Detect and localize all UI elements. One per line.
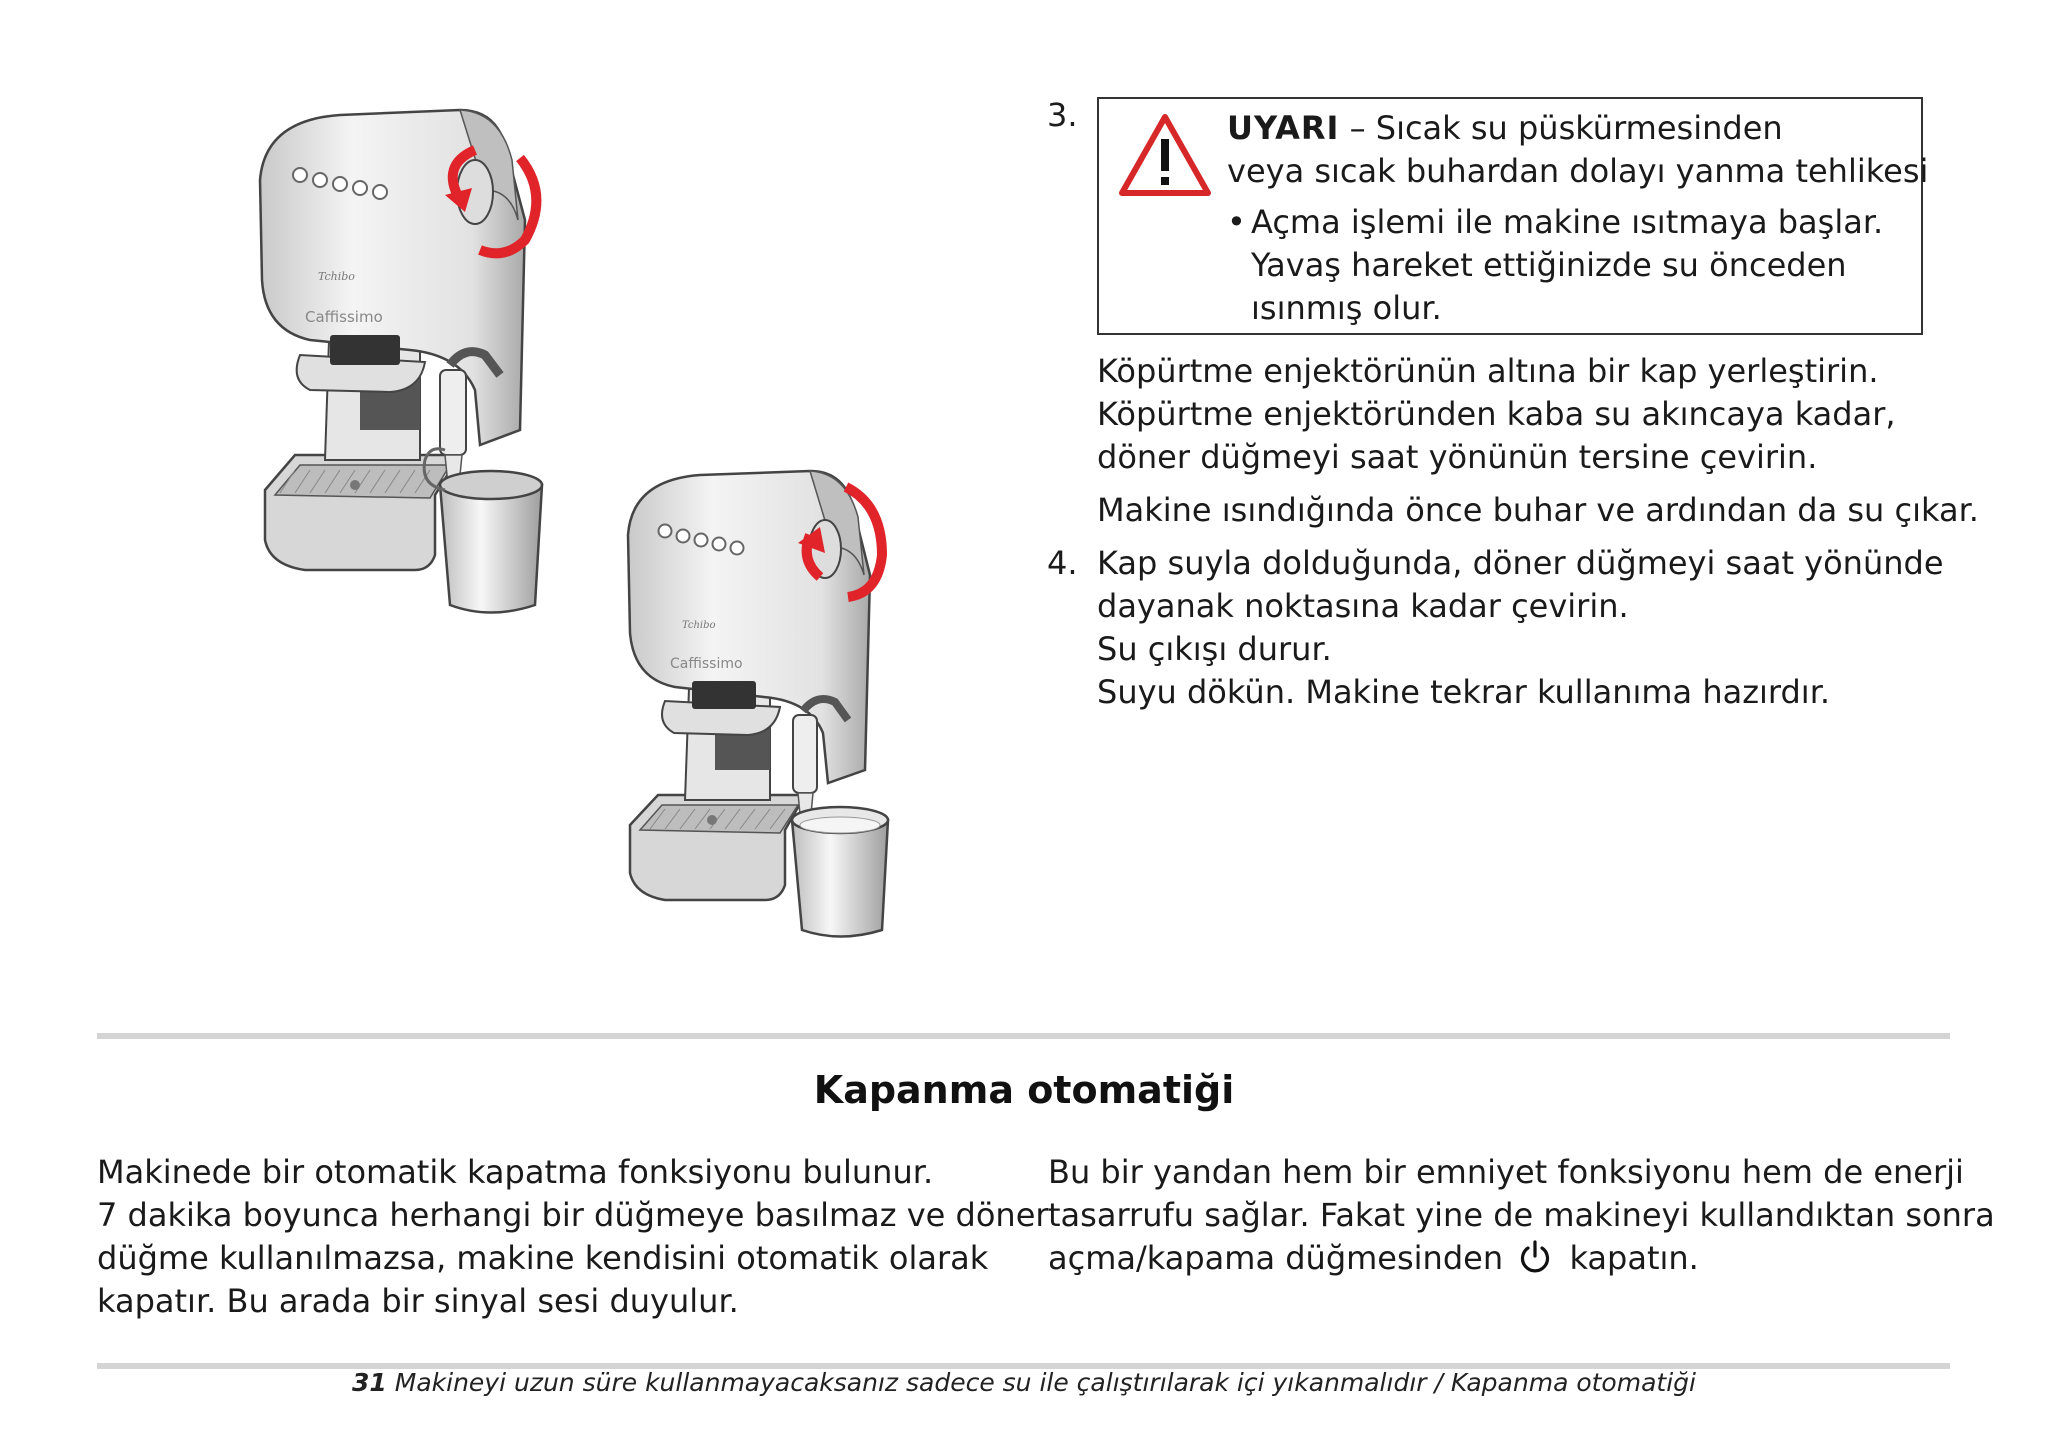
page-number: 31 <box>352 1368 387 1397</box>
left-line: düğme kullanılmazsa, makine kendisini otomatik olarak <box>97 1239 989 1277</box>
warning-bullet-line: ısınmış olur. <box>1251 289 1442 327</box>
step-4-text <box>1097 542 1944 714</box>
warning-heading <box>1227 107 1783 150</box>
paragraph-line: Köpürtme enjektörünün altına bir kap yerleştirin. <box>1097 352 1879 390</box>
right-line-before-icon: açma/kapama düğmesinden <box>1048 1239 1504 1277</box>
footer-text: Makineyi uzun süre kullanmayacaksanız sadece su ile çalıştırılarak içi yıkanmalıdır / Kapanma otomatiği <box>386 1368 1696 1397</box>
paragraph-line: döner düğmeyi saat yönünün tersine çevirin. <box>1097 438 1818 476</box>
step-4-line: Suyu dökün. Makine tekrar kullanıma hazırdır. <box>1097 673 1831 711</box>
machine-label: Caffissimo <box>305 308 383 326</box>
step-4-number: 4. <box>1047 544 1078 582</box>
machine-label-2: Caffissimo <box>670 656 743 672</box>
step-4-line: Kap suyla dolduğunda, döner düğmeyi saat yönünde <box>1097 544 1944 582</box>
warning-triangle-icon <box>1117 111 1213 199</box>
warning-bullet-mark: • <box>1227 203 1246 241</box>
section-divider-top <box>97 1033 1950 1039</box>
step-4-line: Su çıkışı durur. <box>1097 630 1332 668</box>
left-line: Makinede bir otomatik kapatma fonksiyonu bulunur. <box>97 1153 934 1191</box>
step-3-paragraph-2: Makine ısındığında önce buhar ve ardından da su çıkar. <box>1097 491 1979 529</box>
warning-bullet-line: Yavaş hareket ettiğinizde su önceden <box>1251 246 1847 284</box>
warning-box <box>1097 97 1929 335</box>
left-line: kapatır. Bu arada bir sinyal sesi duyulur. <box>97 1282 739 1320</box>
section-left-column <box>97 1151 1049 1323</box>
right-line: Bu bir yandan hem bir emniyet fonksiyonu hem de enerji <box>1048 1153 1964 1191</box>
coffee-machine-illustration-2 <box>620 465 920 945</box>
warning-bullet-text <box>1251 201 1883 330</box>
step-4-line: dayanak noktasına kadar çevirin. <box>1097 587 1629 625</box>
section-right-column <box>1048 1151 1995 1280</box>
right-line-after-icon: kapatın. <box>1569 1239 1699 1277</box>
brand-mark: Tchibo <box>318 270 355 283</box>
page-footer <box>0 1368 2048 1397</box>
warning-title: UYARI <box>1227 109 1340 147</box>
power-icon <box>1517 1239 1553 1275</box>
brand-mark-2: Tchibo <box>682 620 716 631</box>
left-line: 7 dakika boyunca herhangi bir düğmeye basılmaz ve döner <box>97 1196 1049 1234</box>
coffee-machine-illustration-1 <box>250 100 580 620</box>
right-line: tasarrufu sağlar. Fakat yine de makineyi kullandıktan sonra <box>1048 1196 1995 1234</box>
section-title: Kapanma otomatiği <box>813 1068 1235 1112</box>
warning-line-2: veya sıcak buhardan dolayı yanma tehlikesi <box>1227 152 1929 190</box>
warning-bullet-line: Açma işlemi ile makine ısıtmaya başlar. <box>1251 203 1884 241</box>
right-line-last <box>1048 1237 1995 1280</box>
step-3-paragraph-1 <box>1097 350 1896 479</box>
step-3-number: 3. <box>1047 96 1078 134</box>
warning-title-rest: – Sıcak su püskürmesinden <box>1339 109 1783 147</box>
paragraph-line: Köpürtme enjektöründen kaba su akıncaya kadar, <box>1097 395 1896 433</box>
